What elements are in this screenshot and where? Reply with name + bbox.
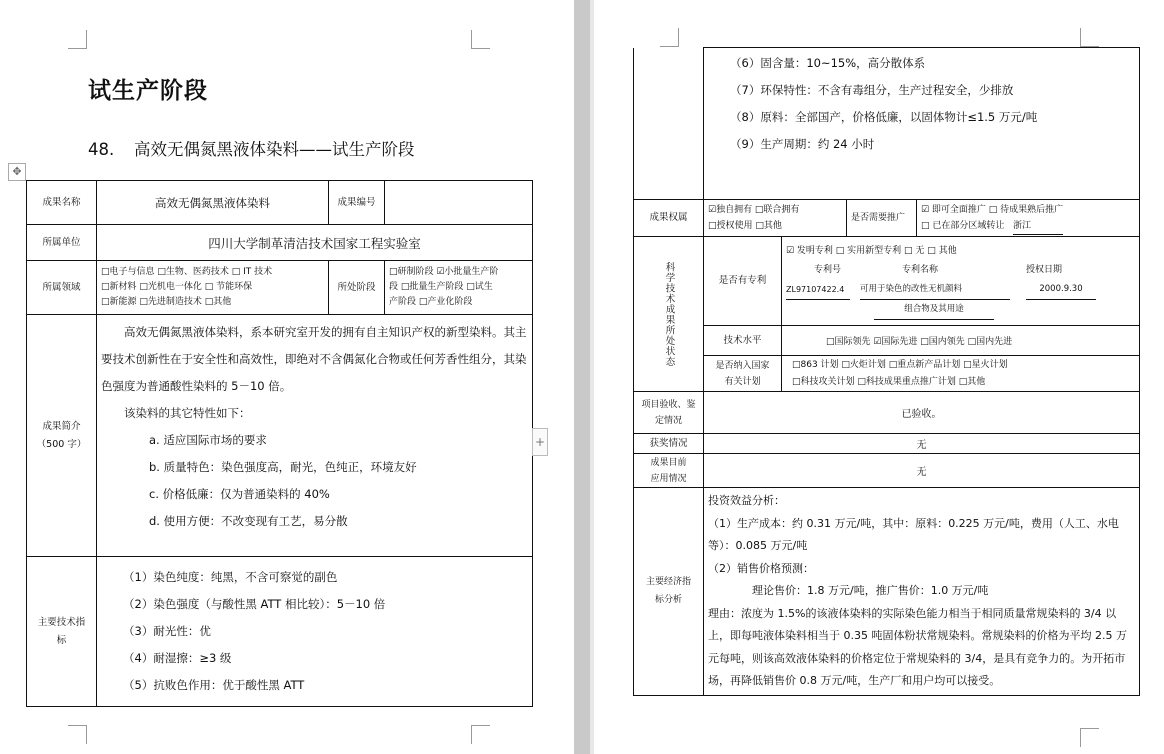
crop-mark [471, 30, 490, 49]
apply-value[interactable]: 无 [704, 454, 1140, 488]
plan-label: 有关计划 [724, 376, 761, 387]
tech-cell[interactable] [97, 557, 533, 707]
stage-line: 段 □批量生产阶段 □试生 [389, 282, 493, 292]
accept-label: 定情况 [654, 415, 682, 426]
plan-line: □科技攻关计划 □科技成果重点推广计划 □其他 [792, 376, 986, 387]
tech-item: （3）耐光性：优 [123, 624, 211, 638]
label-econ [634, 488, 704, 696]
intro-item: a. 适应国际市场的要求 [149, 433, 267, 447]
apply-label: 成果目前 [650, 457, 687, 468]
patent-name-cont: 组合物及其用途 [874, 300, 994, 320]
econ-cell[interactable] [704, 488, 1140, 696]
label-patent: 是否有专利 [704, 237, 782, 326]
section-title: 高效无偶氮黑液体染料——试生产阶段 [134, 140, 415, 159]
label-rights: 成果权属 [634, 200, 704, 237]
intro-paragraph: 高效无偶氮黑液体染料，系本研究室开发的拥有自主知识产权的新型染料。其主要技术创新性在于安全性和高效性，即绝对不含偶氮化合物或任何芳香性组分，其染色强度为普通酸性染料的 5－10 倍。 [101, 325, 527, 393]
crop-mark [1080, 728, 1099, 747]
value-name[interactable]: 高效无偶氮黑液体染料 [97, 181, 329, 225]
stage-line: 产阶段 □产业化阶段 [389, 297, 473, 307]
label-stage: 所处阶段 [329, 261, 385, 315]
value-unit[interactable]: 四川大学制革清洁技术国家工程实验室 [97, 225, 533, 261]
econ-line: （1）生产成本：约 0.31 万元/吨，其中：原料：0.225 万元/吨，费用（人工、水电等）：0.085 万元/吨 [708, 516, 1119, 552]
patent-date-header: 授权日期 [1026, 265, 1063, 275]
crop-mark [660, 28, 679, 47]
tech-item: （4）耐湿擦：≥3 级 [123, 651, 232, 665]
plan-label: 是否纳入国家 [715, 360, 770, 371]
patent-cell[interactable] [782, 237, 1140, 326]
label-name: 成果名称 [27, 181, 97, 225]
tech-status-label: 科学技术成果所处状态 [663, 261, 675, 367]
promote-line: ☑ 即可全面推广 □ 待成果熟后推广 [921, 204, 1064, 215]
accept-value[interactable]: 已验收。 [704, 392, 1140, 434]
document-page-left [0, 0, 574, 754]
econ-line: （2）销售价格预测： [708, 561, 814, 575]
crop-mark [68, 725, 87, 744]
label-award: 获奖情况 [634, 434, 704, 454]
intro-item: b. 质量特色：染色强度高，耐光，色纯正，环境友好 [149, 460, 417, 474]
promote-line: □ 已在部分区域转让 [921, 220, 1005, 231]
crop-mark [68, 30, 87, 49]
page-gap [574, 0, 590, 754]
intro-item: d. 使用方便：不改变现有工艺，易分散 [149, 514, 348, 528]
section-heading [88, 136, 415, 160]
label-tech: 主要技术指标 [27, 557, 97, 707]
econ-label: 主要经济指 [645, 577, 691, 588]
stage-options[interactable] [385, 261, 533, 315]
add-column-button[interactable]: + [532, 428, 548, 456]
achievement-table [26, 180, 533, 707]
tech-item: （5）抗败色作用：优于酸性黑 ATT [123, 678, 305, 692]
intro-item: c. 价格低廉：仅为普通染料的 40% [149, 487, 330, 501]
intro-cell[interactable] [97, 315, 533, 557]
patent-name-header: 专利名称 [902, 265, 939, 275]
label-intro [27, 315, 97, 557]
crop-mark [471, 725, 490, 744]
intro-paragraph: 该染料的其它特性如下： [124, 406, 251, 420]
label-accept [634, 392, 704, 434]
field-line: □新能源 □先进制造技术 □其他 [101, 297, 232, 307]
rights-options[interactable] [704, 200, 847, 237]
label-plan [704, 356, 782, 392]
page-heading: 试生产阶段 [88, 78, 208, 104]
field-line: □电子与信息 □生物、医药技术 □ IT 技术 [101, 267, 273, 277]
label-field: 所属领域 [27, 261, 97, 315]
label-unit: 所属单位 [27, 225, 97, 261]
label-apply [634, 454, 704, 488]
apply-label: 应用情况 [650, 473, 687, 484]
tech-item: （9）生产周期：约 24 小时 [730, 137, 875, 151]
tech-item: （8）原料：全部国产，价格低廉，以固体物计≤1.5 万元/吨 [730, 110, 1038, 124]
patent-no-header: 专利号 [814, 265, 842, 275]
value-code[interactable] [385, 181, 533, 225]
level-options[interactable]: □国际领先 ☑国际先进 □国内领先 □国内先进 [782, 326, 1140, 356]
patent-name: 可用于染色的改性无机颜料 [860, 280, 1010, 300]
rights-line: ☑独自拥有 □联合拥有 [708, 205, 800, 215]
award-value[interactable]: 无 [704, 434, 1140, 454]
stage-line: □研制阶段 ☑小批量生产阶 [389, 267, 499, 277]
label-tech-status [634, 237, 704, 392]
intro-label: 成果简介 [42, 420, 81, 432]
label-level: 技术水平 [704, 326, 782, 356]
tech-item: （7）环保特性：不含有毒组分，生产过程安全，少排放 [730, 83, 1014, 97]
accept-label: 项目验收、鉴 [641, 399, 696, 410]
rights-line: □授权使用 □其他 [708, 221, 782, 231]
patent-number: ZL97107422.4 [786, 280, 850, 300]
field-line: □新材料 □光机电一体化 □ 节能环保 [101, 282, 253, 292]
promote-region: 浙江 [1013, 218, 1063, 235]
patent-date: 2000.9.30 [1026, 280, 1096, 300]
econ-line: 理由：浓度为 1.5%的该液体染料的实际染色能力相当于相同质量常规染料的 3/4 以上，即每吨液体染料相当于 0.35 吨固体粉状常规染料。常规染料的价格为平均 2.5 万元每吨，则该高效液体染料的价格定位于常规染料的 3/4，是具有竞争力的。为开拓市场，再降低销售价 0.8 万元/吨，生产厂和用户均可以接受。 [708, 606, 1127, 687]
tech-item: （1）染色纯度：纯黑，不含可察觉的副色 [123, 570, 338, 584]
tech-item: （6）固含量：10~15%，高分散体系 [730, 56, 926, 70]
intro-sub: （500 字） [36, 438, 87, 450]
econ-line: 投资效益分析： [708, 494, 785, 507]
econ-label: 标分析 [654, 595, 682, 606]
plan-line: □863 计划 □火炬计划 □重点新产品计划 □星火计划 [792, 359, 1008, 370]
crop-mark [1080, 28, 1099, 47]
tech-cont-cell[interactable] [704, 48, 1140, 200]
promote-options[interactable] [917, 200, 1140, 237]
table-move-handle-icon[interactable]: ✥ [8, 163, 26, 181]
tech-item: （2）染色强度（与酸性黑 ATT 相比较）：5－10 倍 [123, 597, 386, 611]
plan-options[interactable] [782, 356, 1140, 392]
achievement-table-continued [633, 47, 1140, 696]
field-options[interactable] [97, 261, 329, 315]
section-number: 48. [88, 140, 115, 159]
patent-options: ☑ 发明专利 □ 实用新型专利 □ 无 □ 其他 [786, 246, 957, 256]
label-promote: 是否需要推广 [847, 200, 917, 237]
document-page-right [594, 0, 1164, 754]
econ-line: 理论售价：1.8 万元/吨，推广售价：1.0 万元/吨 [752, 584, 989, 597]
label-code: 成果编号 [329, 181, 385, 225]
